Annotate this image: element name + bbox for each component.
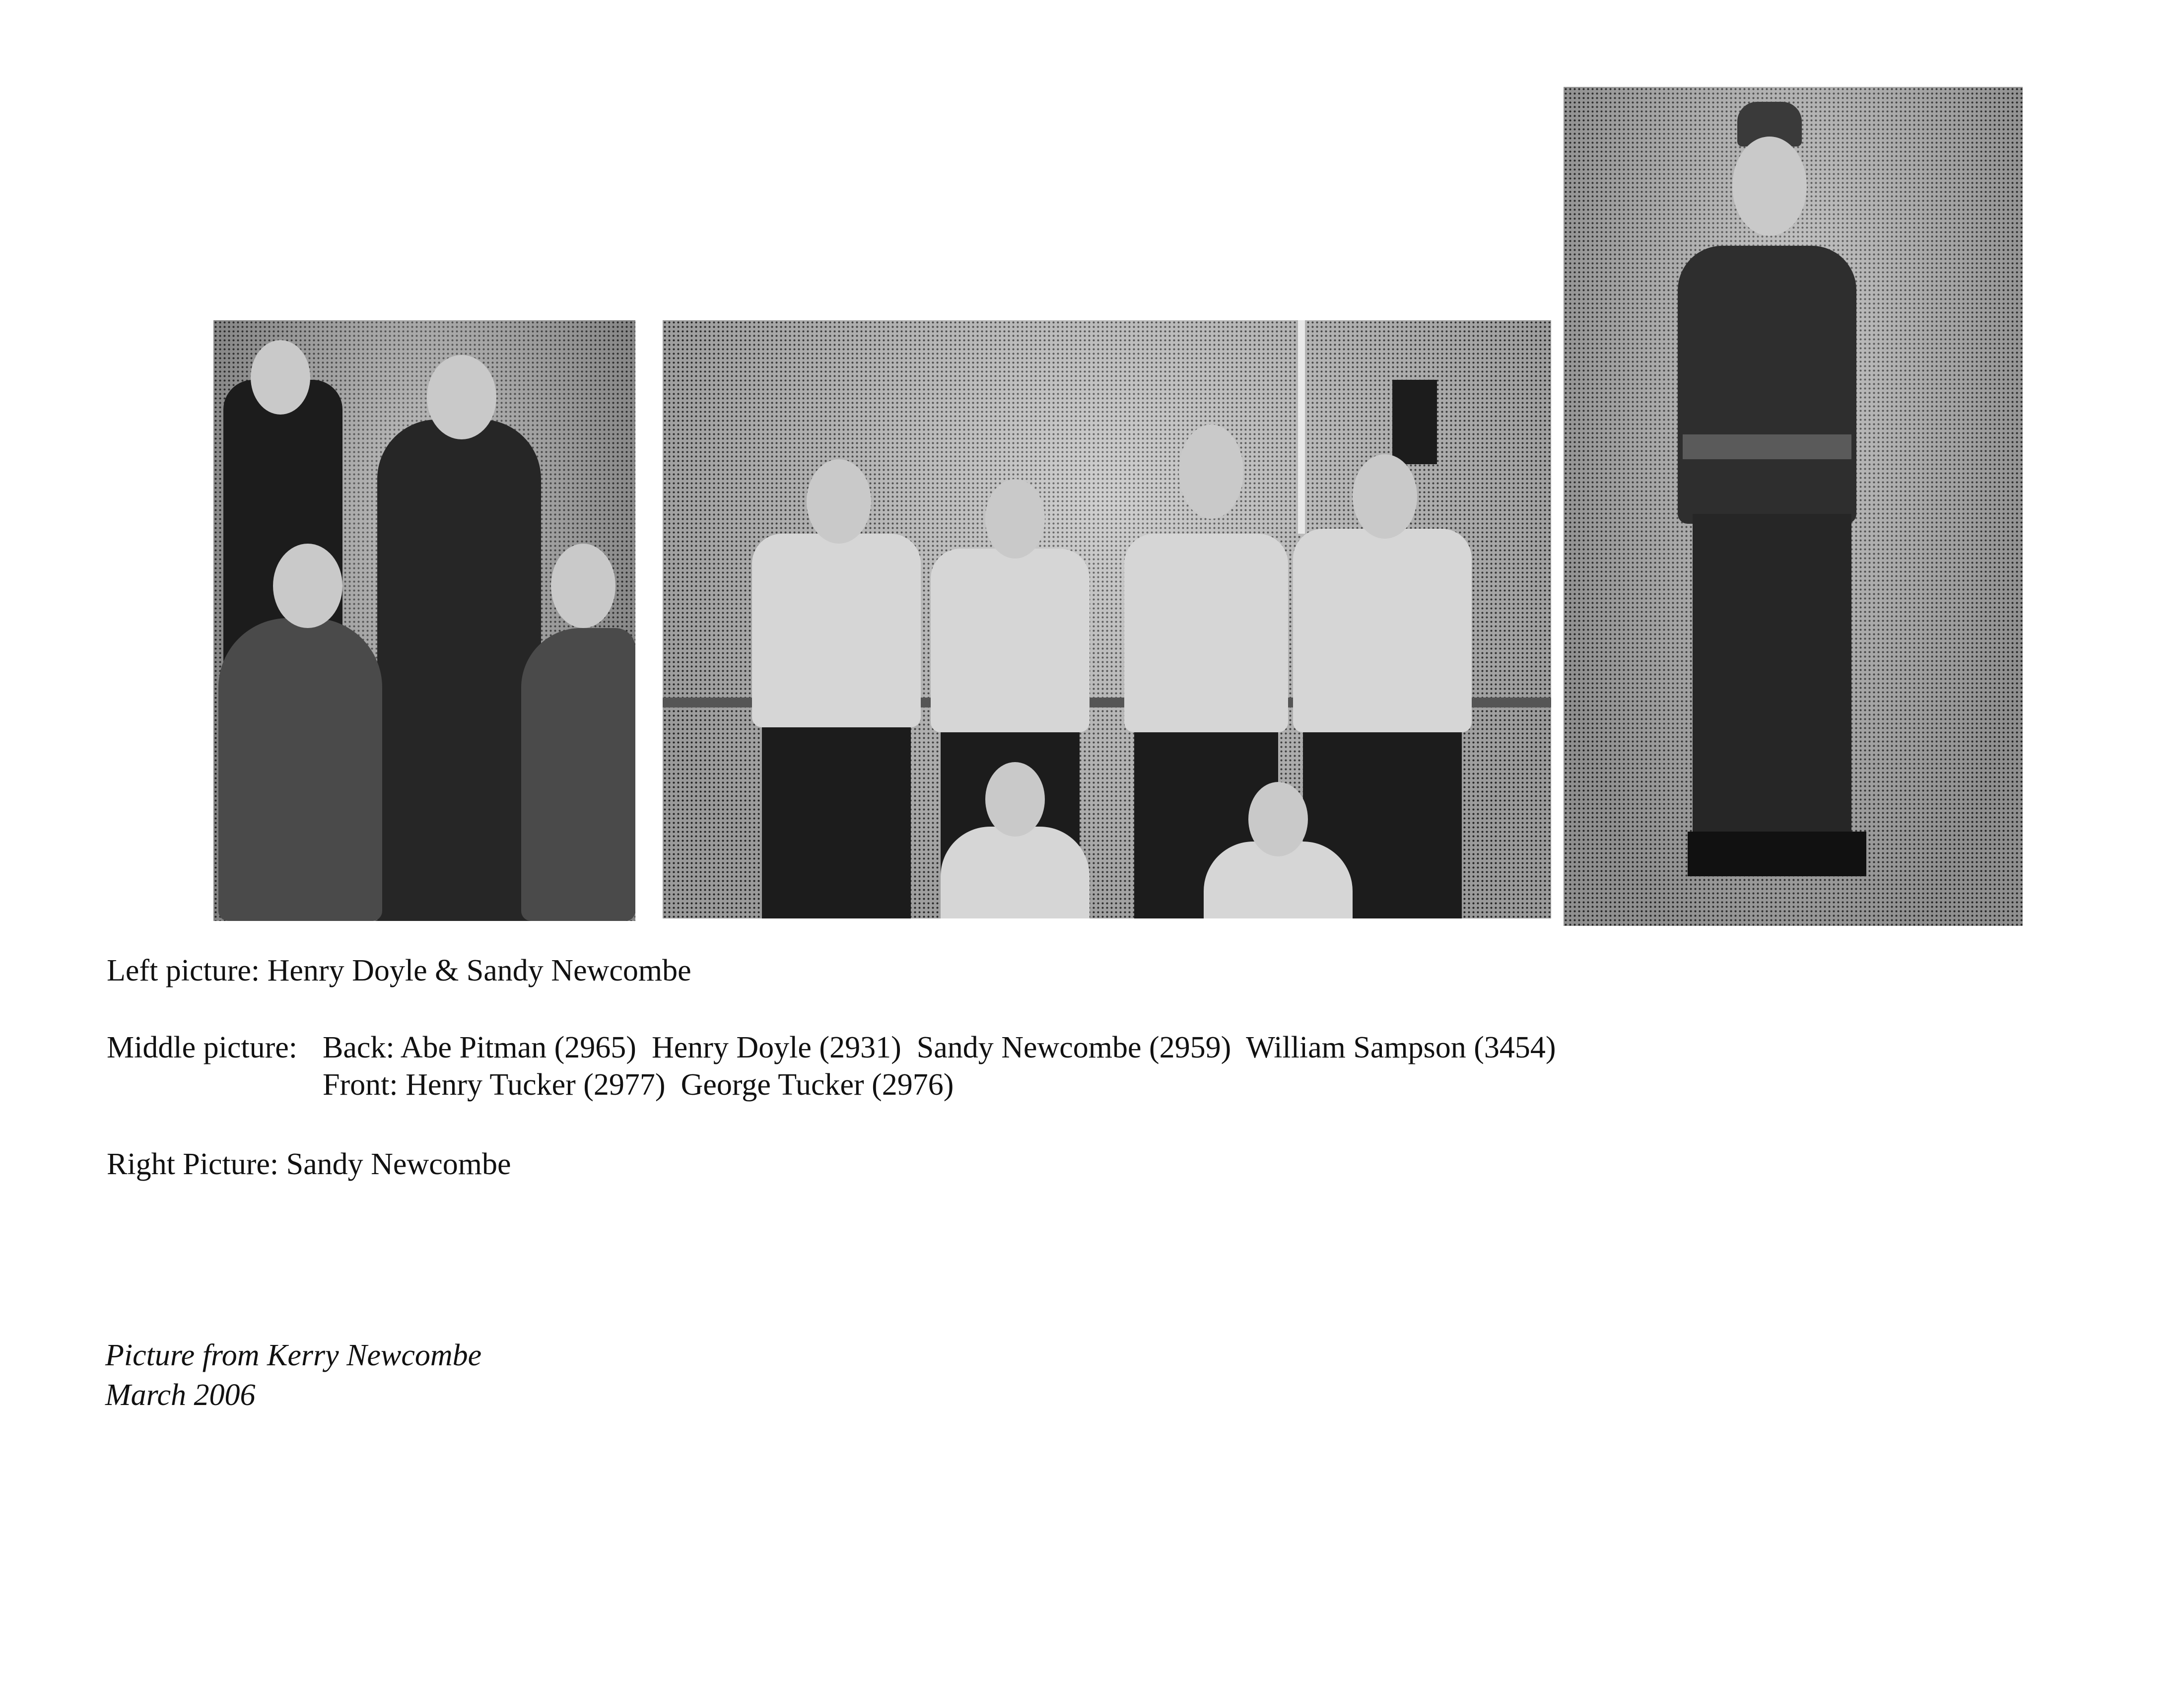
- crew-front-1-head: [985, 762, 1045, 837]
- crew-1-lifejacket: [752, 534, 921, 727]
- right-photo: [1564, 87, 2023, 926]
- middle-photo: [663, 320, 1551, 918]
- left-photo: [213, 320, 635, 921]
- caption-left: Left picture: Henry Doyle & Sandy Newcombe: [107, 954, 691, 987]
- crew-1-trousers: [762, 707, 911, 918]
- seated-woman-left: [218, 618, 382, 921]
- seated-woman-left-head: [273, 544, 342, 628]
- soldier-belt: [1683, 434, 1851, 459]
- seated-woman-right: [521, 628, 635, 921]
- soldier-boots: [1688, 832, 1866, 876]
- crew-2-lifejacket: [931, 549, 1090, 732]
- caption-right: Right Picture: Sandy Newcombe: [107, 1147, 511, 1181]
- crew-1-head: [807, 459, 871, 544]
- soldier-body: [1678, 246, 1856, 524]
- crew-front-1: [941, 827, 1090, 918]
- deck-object: [1392, 380, 1437, 464]
- caption-middle-label: Middle picture:: [107, 1031, 297, 1064]
- crew-front-2-head: [1248, 782, 1308, 856]
- standing-man-center-head: [427, 355, 496, 439]
- standing-man-center: [377, 420, 541, 921]
- crew-2-head: [985, 479, 1045, 559]
- crew-4-head: [1353, 454, 1417, 539]
- crew-4-lifejacket: [1293, 529, 1472, 732]
- credit-source: Picture from Kerry Newcombe: [105, 1338, 482, 1372]
- crew-3-head: [1179, 424, 1243, 519]
- soldier-head: [1732, 137, 1807, 236]
- crew-3-lifejacket: [1124, 534, 1288, 732]
- seated-woman-right-head: [551, 544, 615, 628]
- caption-middle-front: Front: Henry Tucker (2977) George Tucker (2976): [323, 1068, 954, 1102]
- credit-date: March 2006: [105, 1378, 256, 1412]
- soldier-legs: [1693, 514, 1851, 842]
- standing-man-left-head: [251, 340, 310, 415]
- caption-middle-back: Back: Abe Pitman (2965) Henry Doyle (2931) Sandy Newcombe (2959) William Sampson (3454): [323, 1031, 1556, 1064]
- mast-line: [1298, 320, 1305, 534]
